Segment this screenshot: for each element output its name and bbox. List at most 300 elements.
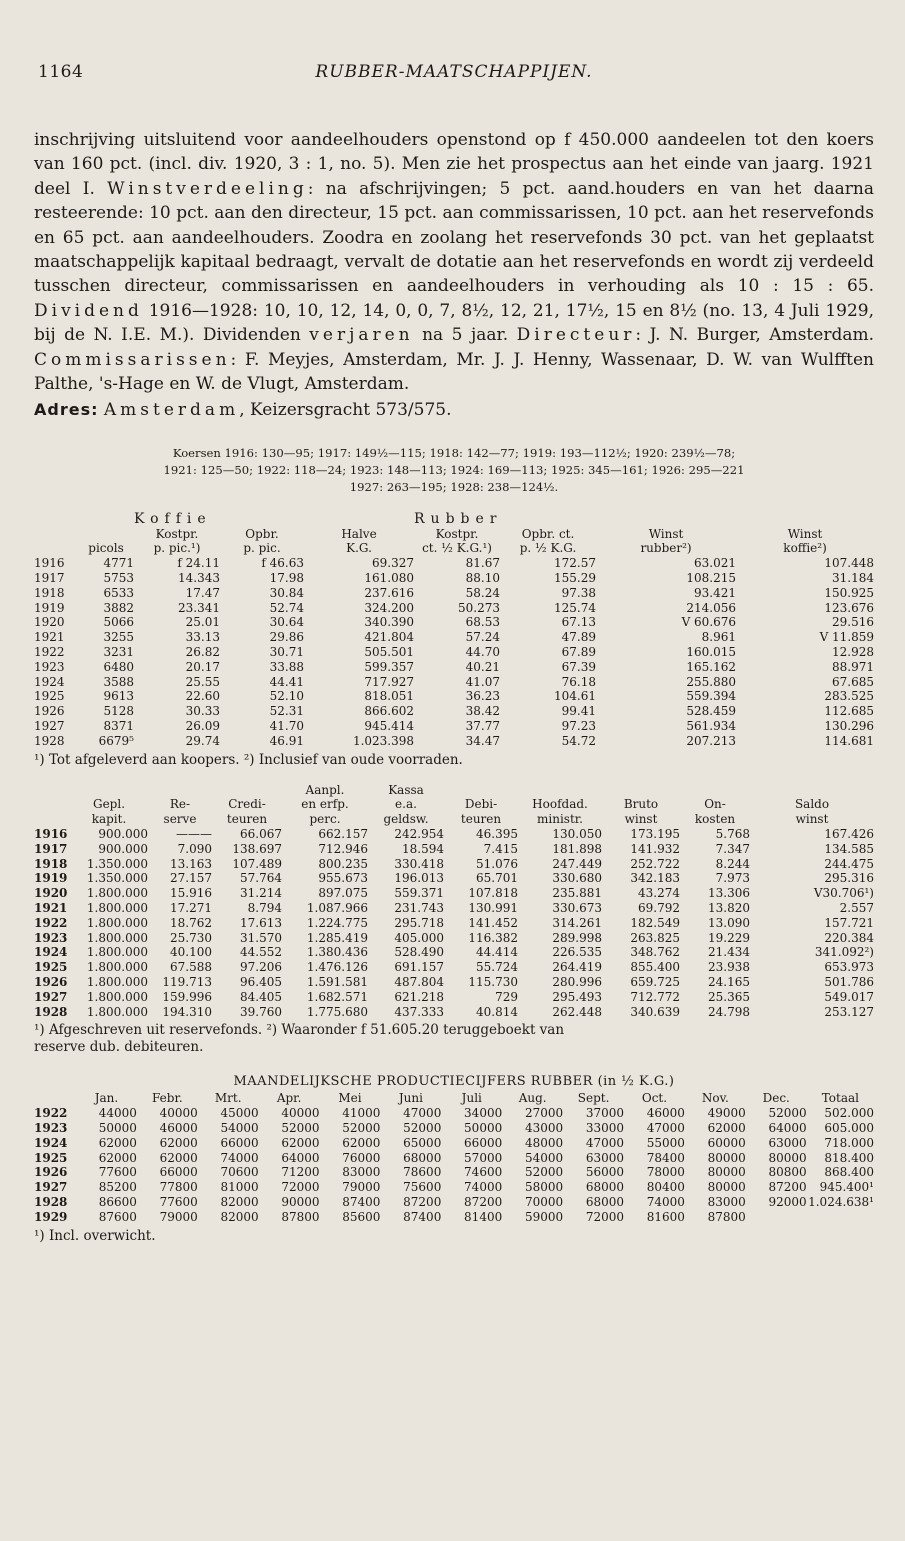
table-cell: 82000 [220, 1209, 259, 1224]
table-cell: 41.70 [269, 719, 305, 734]
table-cell: 295.718 [394, 915, 444, 930]
table-cell: 324.200 [364, 600, 415, 615]
table-cell: 1.350.000 [86, 856, 148, 871]
table-cell: 125.74 [554, 600, 597, 615]
table-row [34, 719, 874, 734]
row-year: 1921 [34, 630, 65, 645]
row-year: 1921 [34, 901, 68, 915]
text-segment: 1916—1928: 10, 10, 12, 14, 0, 0, 7, 8½, 12, 21, 17½, 15 en 8½ (no. 13, 4 Juli 1929, bij de N. I.E. M.). Dividenden [34, 300, 874, 346]
table-cell: 80400 [646, 1180, 685, 1195]
table-cell: 52000 [342, 1120, 381, 1135]
column-header: perc. [309, 812, 341, 827]
table-cell: 13.090 [708, 915, 750, 930]
table-cell: 64000 [281, 1150, 320, 1165]
column-header: On- [704, 797, 726, 812]
table-cell: 76000 [342, 1150, 381, 1165]
table-cell: 54.72 [561, 733, 597, 748]
column-header [444, 783, 518, 798]
column-header: Gepl. [92, 797, 126, 812]
table-header-row [34, 812, 874, 827]
table-cell: 112.685 [824, 704, 875, 719]
table-cell: 79000 [342, 1180, 381, 1195]
table-cell: 46.395 [476, 827, 518, 842]
table-header-row [34, 797, 874, 812]
table-row [34, 689, 874, 704]
table-cell: 255.880 [686, 674, 737, 689]
table-cell: 800.235 [318, 856, 368, 871]
table-cell: 182.549 [630, 915, 680, 930]
table-cell: 29.74 [185, 733, 220, 748]
table-cell: 67.13 [561, 615, 597, 630]
table-cell: 1.285.419 [306, 930, 368, 945]
table-cell: 150.925 [824, 585, 875, 600]
table-cell: 130.050 [552, 827, 602, 842]
table-cell: 52.31 [269, 704, 305, 719]
table-cell: 1.087.966 [306, 901, 368, 915]
table-cell: 97.206 [240, 960, 282, 975]
table-cell: 134.585 [824, 841, 874, 856]
table-cell: 866.602 [364, 704, 415, 719]
table-cell: 77800 [159, 1180, 198, 1195]
table-cell: 63000 [585, 1150, 625, 1165]
column-header: ct. ½ K.G.¹) [422, 541, 492, 556]
table-cell: 65000 [403, 1135, 442, 1150]
table-cell: 80000 [707, 1180, 746, 1195]
table-cell: 57000 [464, 1150, 503, 1165]
column-header: Juni [398, 1091, 423, 1106]
table-cell: 64000 [768, 1120, 807, 1135]
table-row [34, 857, 874, 872]
monthly-production-title: MAANDELIJKSCHE PRODUCTIECIJFERS RUBBER (in ½ K.G.) [233, 1074, 675, 1090]
table-cell: 85600 [342, 1209, 381, 1224]
table-cell: 3255 [103, 630, 134, 645]
table-cell: 955.673 [318, 871, 368, 886]
table-cell: 501.786 [824, 974, 874, 989]
table-cell: ——— [176, 827, 212, 842]
table-cell: 130.991 [468, 901, 518, 915]
table-row [34, 1121, 874, 1136]
row-year: 1926 [34, 974, 68, 989]
table-cell: 67.89 [561, 645, 597, 660]
table-footnote: ¹) Afgeschreven uit reservefonds. ²) Waaronder f 51.605.20 teruggeboekt van [34, 1022, 565, 1039]
table-cell: 1.800.000 [86, 1004, 148, 1019]
table-cell: 33.88 [269, 659, 305, 674]
row-year: 1928 [34, 1004, 68, 1019]
table-cell: 5.768 [715, 827, 750, 842]
table-cell: 181.898 [552, 841, 602, 856]
table-cell: 17.271 [170, 901, 212, 915]
share-prices [34, 445, 874, 496]
table-cell: 62000 [342, 1135, 381, 1150]
row-year: 1926 [34, 1165, 68, 1180]
table-cell [34, 512, 78, 527]
table-cell: 48000 [524, 1135, 564, 1150]
table-cell: 66.067 [240, 827, 282, 842]
table-cell: 84.405 [240, 989, 282, 1004]
column-header: Saldo [794, 797, 830, 812]
table-cell: 123.676 [824, 600, 875, 615]
table-cell: 65.701 [476, 871, 518, 886]
column-header: serve [163, 812, 197, 827]
column-header: Jan. [94, 1091, 119, 1106]
column-header: teuren [226, 812, 268, 827]
table-cell: 3588 [103, 674, 134, 689]
share-prices-line: Koersen 1916: 130—95; 1917: 149½—115; 1918: 142—77; 1919: 193—112½; 1920: 239½—78; [172, 445, 736, 460]
table-cell: 68000 [585, 1194, 625, 1209]
table-cell: 67.685 [832, 674, 875, 689]
table-body [34, 1106, 874, 1224]
table-cell: 87200 [464, 1194, 503, 1209]
table-cell: 114.681 [824, 733, 875, 748]
table-cell: 44000 [98, 1106, 137, 1121]
table-cell: 76.18 [561, 674, 597, 689]
table-cell: 1.224.775 [306, 915, 368, 930]
table-cell: V 60.676 [681, 615, 737, 630]
table-cell: 58000 [524, 1180, 564, 1195]
table-cell: 31.214 [240, 886, 282, 901]
table-cell: 44.414 [476, 945, 518, 960]
row-year: 1924 [34, 945, 68, 960]
table-cell: 52.10 [269, 689, 305, 704]
column-header: kosten [694, 812, 736, 827]
table-cell: 82000 [220, 1194, 259, 1209]
table-cell: 1.800.000 [86, 945, 148, 960]
table-cell: 1.591.581 [306, 974, 368, 989]
table-cell: 559.394 [686, 689, 737, 704]
table-cell: 47000 [585, 1135, 625, 1150]
column-header: Opbr. [245, 526, 279, 541]
table-cell: 900.000 [98, 841, 148, 856]
table-cell: f 46.63 [261, 556, 305, 571]
row-year: 1927 [34, 719, 65, 734]
row-year: 1918 [34, 585, 65, 600]
table-cell: 104.61 [554, 689, 597, 704]
column-header: Febr. [151, 1091, 183, 1106]
table-cell: 93.421 [694, 585, 737, 600]
column-header: K.G. [346, 541, 372, 556]
table-cell: 138.697 [232, 841, 282, 856]
table-row [34, 630, 874, 645]
table-cell: 405.000 [394, 930, 444, 945]
table-cell: 77600 [98, 1165, 137, 1180]
table-cell: 68000 [403, 1150, 442, 1165]
table-cell: 78600 [403, 1165, 442, 1180]
table-row [34, 645, 874, 660]
table-cell: 340.639 [630, 1004, 680, 1019]
table-cell: 155.29 [554, 571, 597, 586]
table-cell: 7.973 [715, 871, 750, 886]
table-cell: 662.157 [318, 827, 368, 842]
table-cell: 247.449 [552, 856, 602, 871]
table-cell: 818.051 [364, 689, 415, 704]
table-cell: 340.390 [364, 615, 415, 630]
table-cell: 52000 [281, 1120, 320, 1135]
text-segment: : na afschrijvingen; 5 pct. aand.houders en van het daarna resteerende: 10 pct. aan den directeur, 15 pct. aan commissarissen, 10 pct. aan het reservefonds en 65 pct. aan aandeelhouders. Zoodra en zoolang het reservefonds 30 pct. van het geplaatst maatschappelijk kapitaal bedraagt, vervalt de dotatie aan het reservefonds en wordt zij verdeeld tusschen directeur, commissarissen en aandeelhouders in verhouding als 10 : 15 : 65. [34, 178, 874, 297]
column-header: teuren [460, 812, 502, 827]
table-cell: 502.000 [824, 1106, 874, 1121]
table-cell: 3231 [103, 645, 134, 660]
table-cell: 945.400¹ [819, 1180, 874, 1195]
table-row [34, 1136, 874, 1151]
row-year: 1917 [34, 841, 68, 856]
table-cell: 599.357 [364, 659, 415, 674]
table-cell: 68000 [585, 1180, 625, 1195]
table-row [34, 990, 874, 1005]
table-cell: 194.310 [162, 1004, 212, 1019]
table-cell: 5128 [103, 704, 134, 719]
table-cell: 80000 [707, 1165, 746, 1180]
row-year: 1928 [34, 1194, 68, 1209]
table-cell: 92000 [768, 1194, 807, 1209]
table-cell: 90000 [281, 1194, 320, 1209]
table-row [34, 901, 874, 916]
table-cell: 50000 [98, 1120, 137, 1135]
table-cell: 231.743 [394, 901, 444, 915]
column-header: Nov. [701, 1091, 729, 1106]
table-cell: 718.000 [824, 1135, 874, 1150]
text-segment: : F. Meyjes, Amsterdam, Mr. J. J. Henny, Wassenaar, D. W. van Wulfften Palthe, 's-Hage en W. de Vlugt, Amsterdam. [34, 349, 874, 395]
table-cell: 87800 [281, 1209, 320, 1224]
column-header [78, 527, 134, 542]
table-cell: 15.916 [170, 886, 212, 901]
table-header-row [34, 1091, 874, 1106]
table-cell: 25.55 [185, 674, 220, 689]
table-cell: 87200 [403, 1194, 442, 1209]
table-cell: 39.760 [240, 1004, 282, 1019]
column-header: Aanpl. [305, 782, 345, 797]
table-cell: 58.24 [465, 585, 501, 600]
table-row [34, 586, 874, 601]
table-cell: 421.804 [364, 630, 415, 645]
row-year: 1924 [34, 1135, 68, 1150]
table-cell: 67.588 [170, 960, 212, 975]
column-header: e.a. [395, 797, 417, 812]
table-cell: 30.84 [269, 585, 305, 600]
table-cell: 280.996 [552, 974, 602, 989]
table-row [34, 1165, 874, 1180]
row-year: 1929 [34, 1209, 68, 1224]
table-cell: 729 [495, 989, 518, 1004]
table-cell: 119.713 [162, 974, 212, 989]
table-cell: 1.024.638¹ [808, 1194, 874, 1209]
table-cell: 945.414 [364, 719, 415, 734]
table-cell: 36.23 [465, 689, 501, 704]
table-cell: 1.682.571 [306, 989, 368, 1004]
table-cell: 7.090 [177, 841, 212, 856]
table-cell: 107.489 [232, 856, 282, 871]
table-cell: 29.516 [832, 615, 875, 630]
table-cell: 33000 [585, 1120, 625, 1135]
row-year: 1927 [34, 1180, 68, 1195]
table-header-row [34, 541, 874, 556]
table-cell: 6533 [103, 585, 134, 600]
table-cell: 26.09 [185, 719, 220, 734]
table-cell: 264.419 [552, 960, 602, 975]
table-cell: 55.724 [476, 960, 518, 975]
text-segment: : J. N. Burger, Amsterdam. [635, 325, 874, 346]
table-cell: 17.47 [185, 585, 220, 600]
table-row [34, 1180, 874, 1195]
table-cell: 74000 [220, 1150, 259, 1165]
dividend-label: Dividend [34, 300, 143, 321]
table-cell: 855.400 [630, 960, 680, 975]
column-header: Juli [461, 1091, 482, 1106]
table-cell: 157.721 [824, 915, 874, 930]
table-row [34, 734, 874, 749]
table-cell: 75600 [403, 1180, 442, 1195]
table-cell: 159.996 [162, 989, 212, 1004]
table-cell: 30.33 [185, 704, 220, 719]
table-row [34, 675, 874, 690]
table-cell: 116.382 [468, 930, 518, 945]
table-cell: 295.316 [824, 871, 874, 886]
column-header: Bruto [623, 797, 659, 812]
table-cell: 712.946 [318, 841, 368, 856]
table-cell: 2.557 [839, 901, 874, 915]
table-cell: 342.183 [630, 871, 680, 886]
table-cell: 40.100 [170, 945, 212, 960]
row-year: 1920 [34, 615, 65, 630]
table-cell: 99.41 [561, 704, 597, 719]
table-cell: 141.452 [468, 915, 518, 930]
column-header [148, 783, 212, 798]
table-cell: 97.23 [561, 719, 597, 734]
address-label: Adres: [34, 400, 99, 420]
table-cell: 25.01 [185, 615, 220, 630]
table-cell: 1.775.680 [306, 1004, 368, 1019]
column-header [602, 783, 680, 798]
column-header: winst [795, 812, 829, 827]
description-paragraph [34, 128, 874, 396]
directeur-label: Directeur [516, 325, 636, 346]
table-cell: 289.998 [552, 930, 602, 945]
table-cell: 220.384 [824, 930, 874, 945]
table-cell: 47000 [646, 1120, 685, 1135]
table-cell: 87600 [98, 1209, 137, 1224]
table-cell: 87200 [768, 1180, 807, 1195]
table-cell: 1.800.000 [86, 974, 148, 989]
table-row [34, 945, 874, 960]
table-cell: 13.306 [708, 886, 750, 901]
table-body [34, 827, 874, 1019]
table-row [34, 660, 874, 675]
table-cell: 108.215 [686, 571, 737, 586]
column-header: Winst [787, 526, 823, 541]
table-cell: 167.426 [824, 827, 874, 842]
table-cell: 87400 [342, 1194, 381, 1209]
table-cell: 13.820 [708, 901, 750, 915]
table-cell: 330.673 [552, 901, 602, 915]
table-cell: 38.42 [465, 704, 501, 719]
table-cell: 40000 [281, 1106, 320, 1121]
table-cell [304, 512, 414, 527]
page-number: 1164 [38, 62, 84, 82]
table-cell: 1.380.436 [306, 945, 368, 960]
production-results-table [34, 512, 874, 749]
table-footnote: ¹) Tot afgeleverd aan koopers. ²) Inclusief van oude voorraden. [34, 751, 463, 768]
table-cell: 33.13 [185, 630, 220, 645]
table-cell: 437.333 [394, 1004, 444, 1019]
table-cell: 59000 [524, 1209, 564, 1224]
table-cell: 41.07 [465, 674, 501, 689]
table-cell: 295.493 [552, 989, 602, 1004]
row-year: 1925 [34, 960, 68, 975]
table-cell [736, 512, 874, 527]
table-cell: 196.013 [394, 871, 444, 886]
table-row [34, 571, 874, 586]
table-cell: 1.800.000 [86, 915, 148, 930]
column-header [34, 812, 70, 827]
table-cell: 62000 [159, 1150, 198, 1165]
table-cell: 605.000 [824, 1120, 874, 1135]
column-header [34, 783, 70, 798]
table-cell: 1.800.000 [86, 930, 148, 945]
column-header: p. ½ K.G. [519, 541, 577, 556]
table-cell: 244.475 [824, 856, 874, 871]
table-cell: 107.448 [824, 556, 875, 571]
column-header: ministr. [537, 812, 583, 827]
table-cell: 24.798 [708, 1004, 750, 1019]
table-cell: 8.961 [701, 630, 737, 645]
commissarissen-label: Commissarissen [34, 349, 231, 370]
table-cell: 54000 [220, 1120, 259, 1135]
table-cell: 717.927 [364, 674, 415, 689]
column-header: Mei [338, 1091, 362, 1106]
column-header: Debi- [464, 797, 498, 812]
row-year: 1917 [34, 571, 65, 586]
table-cell: 30.71 [269, 645, 305, 660]
table-cell: 283.525 [824, 689, 875, 704]
text-segment: inschrijving uitsluitend voor aandeelhouders openstond op f 450.000 aandeelen tot den koers van 160 pct. (incl. div. 1920, 3 : 1, no. 5). Men zie het prospectus aan het einde van jaarg. 1921 deel I. [34, 130, 874, 199]
table-cell: 40.814 [476, 1004, 518, 1019]
table-row [34, 1005, 874, 1020]
address-city: Amsterdam [103, 400, 240, 421]
table-cell: 24.165 [708, 974, 750, 989]
table-cell: 69.792 [638, 901, 680, 915]
table-cell: 60000 [707, 1135, 746, 1150]
table-cell: 23.341 [178, 600, 220, 615]
column-header: Re- [169, 797, 191, 812]
table-cell: 18.762 [170, 915, 212, 930]
row-year: 1916 [34, 827, 68, 842]
table-cell: 528.459 [686, 704, 737, 719]
table-cell: 263.825 [630, 930, 680, 945]
row-year: 1926 [34, 704, 65, 719]
table-cell: 559.371 [394, 886, 444, 901]
table-cell: 66000 [159, 1165, 198, 1180]
table-cell: 81000 [220, 1180, 259, 1195]
row-year: 1919 [34, 871, 68, 886]
verjaren-label: verjaren [309, 325, 414, 346]
table-cell: 1.800.000 [86, 989, 148, 1004]
table-cell: 46000 [646, 1106, 685, 1121]
table-cell: 55000 [646, 1135, 685, 1150]
table-cell: 74000 [646, 1194, 685, 1209]
column-header: Sept. [577, 1091, 610, 1106]
table-cell: 505.501 [364, 645, 415, 660]
column-header [518, 783, 602, 798]
table-cell: 52.74 [269, 600, 305, 615]
table-cell: 173.195 [630, 827, 680, 842]
row-year: 1916 [34, 556, 65, 571]
table-cell: 50.273 [458, 600, 501, 615]
table-cell: 5753 [103, 571, 134, 586]
table-cell: 13.163 [170, 856, 212, 871]
table-cell: 14.343 [178, 571, 220, 586]
running-title: RUBBER-MAATSCHAPPIJEN. [315, 62, 593, 82]
table-cell: 40000 [159, 1106, 198, 1121]
column-header: Oct. [641, 1091, 668, 1106]
